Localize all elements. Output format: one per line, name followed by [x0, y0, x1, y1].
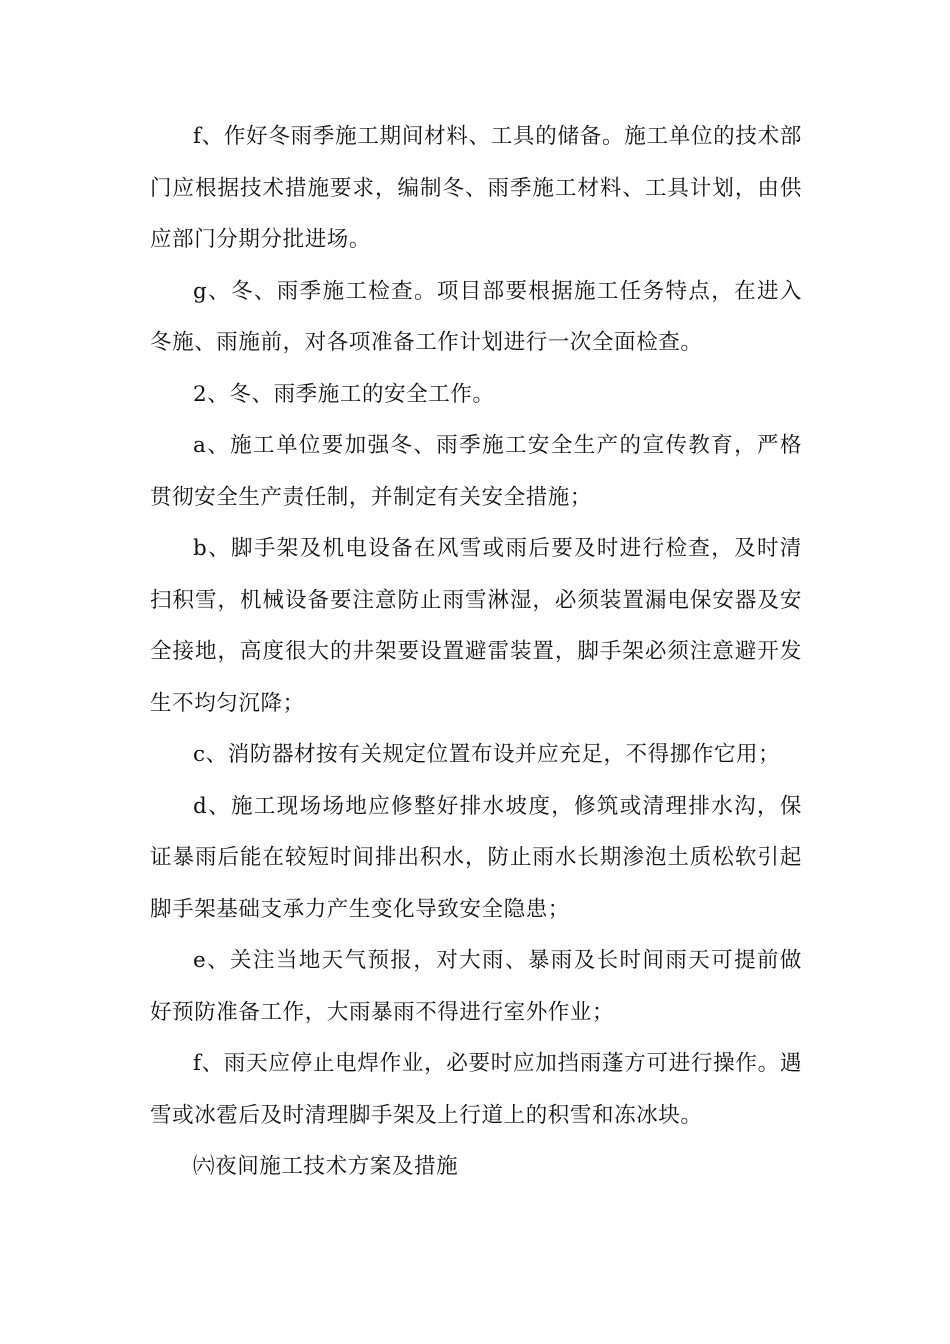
- paragraph-e-weather-forecast: e、关注当地天气预报，对大雨、暴雨及长时间雨天可提前做好预防准备工作，大雨暴雨不得进行室外作业；: [150, 948, 802, 1025]
- paragraph-g-inspection: g、冬、雨季施工检查。项目部要根据施工任务特点，在进入冬施、雨施前，对各项准备工作计划进行一次全面检查。: [150, 278, 802, 355]
- document-body: [150, 111, 802, 1193]
- section-heading-safety-work: 2、冬、雨季施工的安全工作。: [193, 381, 495, 407]
- paragraph-a-safety-education: a、施工单位要加强冬、雨季施工安全生产的宣传教育，严格贯彻安全生产责任制，并制定有关安全措施；: [150, 433, 802, 510]
- section-heading-night-construction: ㈥夜间施工技术方案及措施: [193, 1154, 459, 1179]
- paragraph-d-site-drainage: d、施工现场场地应修整好排水坡度，修筑或清理排水沟，保证暴雨后能在较短时间排出积水，防止雨水长期渗泡土质松软引起脚手架基础支承力产生变化导致安全隐患；: [150, 793, 802, 922]
- paragraph-c-fire-equipment: c、消防器材按有关规定位置布设并应充足，不得挪作它用；: [193, 742, 781, 767]
- paragraph-b-scaffolding-check: b、脚手架及机电设备在风雪或雨后要及时进行检查，及时清扫积雪，机械设备要注意防止雨雪淋湿，必须装置漏电保安器及安全接地，高度很大的井架要设置避雷装置，脚手架必须注意避开发生不均匀沉降；: [150, 536, 802, 716]
- paragraph-f-rainy-welding: f、雨天应停止电焊作业，必要时应加挡雨蓬方可进行操作。遇雪或冰雹后及时清理脚手架及上行道上的积雪和冻冰块。: [150, 1051, 802, 1128]
- paragraph-f-materials-storage: f、作好冬雨季施工期间材料、工具的储备。施工单位的技术部门应根据技术措施要求，编制冬、雨季施工材料、工具计划，由供应部门分期分批进场。: [150, 124, 802, 252]
